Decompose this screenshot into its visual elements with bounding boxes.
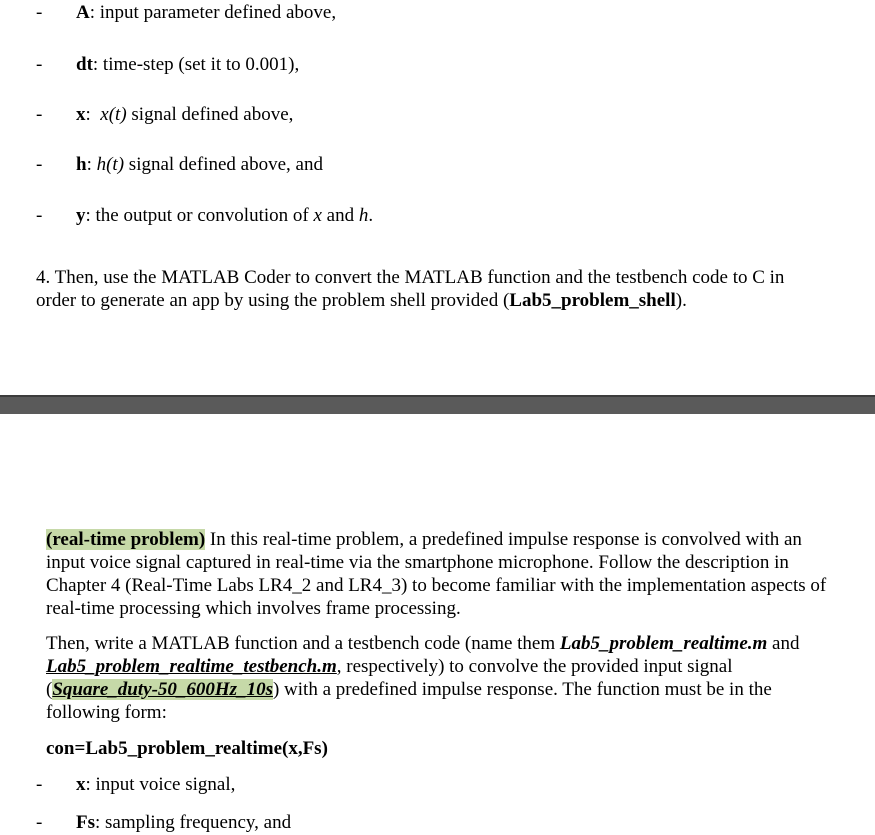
param-x-term: x — [76, 104, 86, 125]
bullet-item-a: - A: input parameter defined above, — [36, 2, 337, 23]
param-dt-term: dt — [76, 54, 93, 75]
param-a-term: A — [76, 2, 90, 23]
document-page-2 — [0, 414, 875, 835]
realtime-problem-highlight: (real-time problem) — [46, 529, 206, 550]
bullet-item-dt: - dt: time-step (set it to 0.001), — [36, 54, 300, 75]
function-filename: Lab5_problem_realtime.m — [559, 633, 768, 654]
param-y-term: y — [76, 205, 86, 226]
bullet-item-h: - h: h(t) signal defined above, and — [36, 154, 323, 175]
bullet-item-fs: - Fs: sampling frequency, and — [36, 812, 292, 833]
bullet-item-x: - x: x(t) signal defined above, — [36, 104, 294, 125]
function-signature: con=Lab5_problem_realtime(x,Fs) — [46, 738, 328, 759]
step-4-paragraph: 4. Then, use the MATLAB Coder to convert the MATLAB function and the testbench code to C in order to generate an app by using the problem shell provided (Lab5_problem_shell). — [36, 267, 785, 311]
bullet-item-y: - y: the output or convolution of x and h. — [36, 205, 374, 226]
param-h-term: h — [76, 154, 87, 175]
input-signal-name: Square_duty-50_600Hz_10s — [52, 679, 273, 700]
param-x-input-term: x — [76, 774, 86, 795]
instructions-paragraph: Then, write a MATLAB function and a testbench code (name them Lab5_problem_realtime.m and Lab5_problem_realtime_testbench.m, respectively) to convolve the provided input signal (Square_duty-50_600Hz_10s) with a predefined impulse response. The function must be in the following form: — [46, 633, 800, 723]
document-page-1 — [0, 0, 875, 395]
realtime-problem-paragraph: (real-time problem) In this real-time problem, a predefined impulse response is convolved with an input voice signal captured in real-time via the smartphone microphone. Follow the description in Chapter 4 (Real-Time Labs LR4_2 and LR4_3) to become familiar with the implementation aspects of real-time processing which involves frame processing. — [46, 529, 827, 619]
testbench-filename: Lab5_problem_realtime_testbench.m — [46, 656, 337, 677]
param-fs-term: Fs — [76, 812, 95, 833]
bullet-item-x-input: - x: input voice signal, — [36, 774, 236, 795]
page-separator — [0, 395, 875, 414]
problem-shell-name: Lab5_problem_shell — [509, 290, 676, 311]
